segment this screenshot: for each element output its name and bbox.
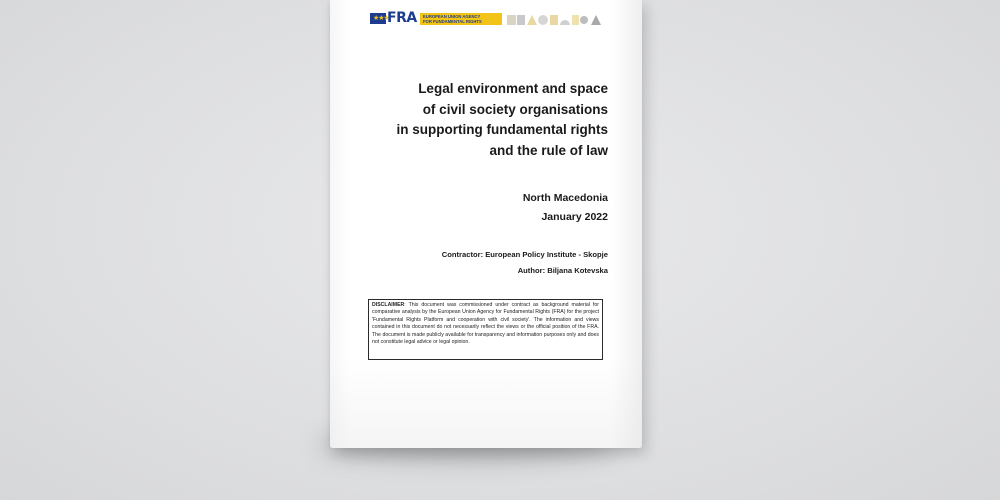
document-meta [523,189,608,227]
disclaimer-text: : This document was commissioned under contract as background material for comparative analysis by the European Union Agency for Fundamental Rights (FRA) for the project 'Fundamental Rights Platform and cooperation with civil society'. The information and views contained in this document do not necessarily reflect the views or the official position of the FRA. The document is made publicly available for transparency and information purposes only and does not constitute legal advice or legal opinion. [372,302,599,346]
document-title [348,79,608,161]
fra-logo-text: FRA [387,10,417,26]
disclaimer-box [368,299,603,360]
agency-name-line-2: FOR FUNDAMENTAL RIGHTS [423,19,482,24]
agency-name-bar [420,13,502,25]
document-page [330,0,642,448]
title-line: Legal environment and space [418,81,608,96]
contractor-label: Contractor: European Policy Institute - Skopje [441,250,608,259]
date-label: January 2022 [541,211,608,223]
decorative-shapes-icon [507,14,607,26]
title-line: and the rule of law [489,142,608,158]
title-line: of civil society organisations [422,101,608,117]
agency-name-line-1: EUROPEAN UNION AGENCY [423,14,481,19]
eu-flag-icon: ★★★ [370,13,386,24]
disclaimer-label: DISCLAIMER [372,302,405,308]
document-credits [442,247,608,278]
country-label: North Macedonia [522,192,608,204]
title-line: in supporting fundamental rights [396,122,608,137]
fra-logo [370,12,600,26]
author-label: Author: Biljana Kotevska [517,265,608,275]
